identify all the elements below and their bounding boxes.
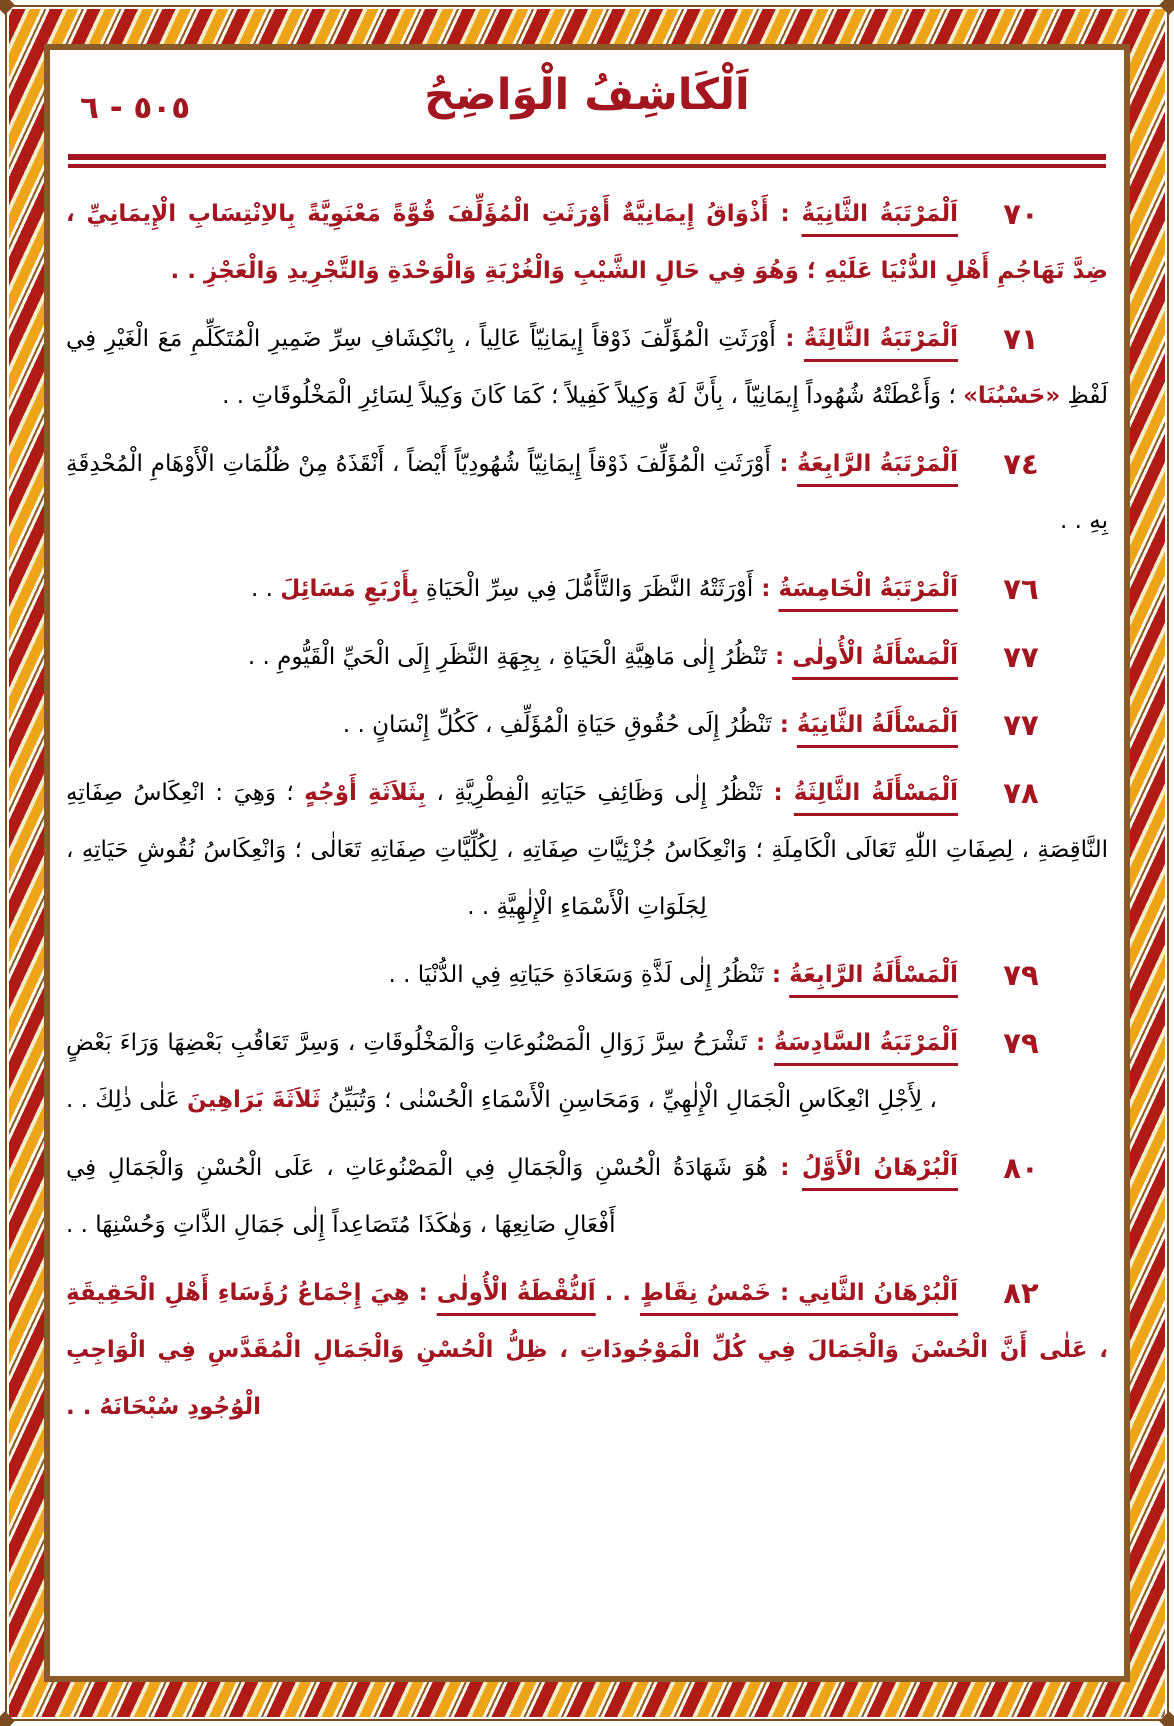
body-segment: أَوْرَثَتِ الْمُؤَلِّفَ ذَوْقاً إِيمَانِيّاً عَالِياً ، بِانْكِشَافِ سِرِّ ضَمِيرِ الْمُتَكَلِّمِ مَعَ الْغَيْرِ فِي لَفْظِ	[66, 326, 1108, 409]
body-segment: ؛ وَهِيَ : انْعِكَاسُ صِفَاتِهِ النَّاقِصَةِ ، لِصِفَاتِ اللّٰهِ تَعَالَى الْكَامِلَةِ ؛ وَانْعِكَاسُ جُزْئِيَّاتِ صِفَاتِهِ ، لِكُلِّيَّاتِ صِفَاتِهِ تَعَالٰى ؛ وَانْعِكَاسُ نُقُوشِ حَيَاتِهِ ، لِجَلَوَاتِ الْأَسْمَاءِ الْإِلٰهِيَّةِ . .	[66, 780, 1108, 920]
body-segment: عَلٰى ذٰلِكَ . .	[66, 1087, 188, 1113]
section-label: اَلْمَسْأَلَةُ الرَّابِعَةُ	[789, 962, 958, 988]
label-colon: :	[770, 451, 798, 477]
section-label: اَلْمَسْأَلَةُ الْأُولٰى	[792, 644, 958, 670]
page-number: ٥٠٥ - ٦	[80, 90, 191, 126]
item-number: ٧٧	[1003, 640, 1039, 674]
paragraph-79-first	[66, 947, 1108, 1004]
item-number: ٨٠	[1003, 1151, 1039, 1185]
page-content	[50, 50, 1124, 1676]
paragraph-text	[66, 765, 1108, 936]
item-number: ٧٩	[1003, 1026, 1039, 1060]
section-label: اَلْبُرْهَانُ الْأَوَّلُ	[801, 1155, 958, 1181]
item-number: ٨٢	[1003, 1276, 1039, 1310]
highlight-segment: «حَسْبُنَا»	[963, 383, 1061, 409]
item-number: ٧٦	[1003, 572, 1039, 606]
label-colon: :	[775, 326, 804, 352]
item-number: ٧٧	[1003, 708, 1039, 742]
body-segment: تَشْرَحُ سِرَّ زَوَالِ الْمَصْنُوعَاتِ وَالْمَخْلُوقَاتِ ، وَسِرَّ تَعَاقُبِ بَعْضِهَا وَرَاءَ بَعْضٍ ، لِأَجْلِ انْعِكَاسِ الْجَمَالِ الْإِلٰهِيِّ ، وَمَحَاسِنِ الْأَسْمَاءِ الْحُسْنٰى ؛ وَتُبَيِّنُ	[66, 1030, 937, 1113]
section-label: اَلْمَرْتَبَةُ السَّادِسَةُ	[774, 1030, 958, 1056]
body-segment: تَنْظُرُ إِلٰى وَظَائِفِ حَيَاتِهِ الْفِطْرِيَّةِ ،	[426, 780, 763, 806]
body-segment: ؛ وَأَعْطَتْهُ شُهُوداً إِيمَانِيّاً ، بِأَنَّ لَهُ وَكِيلاً كَفِيلاً ؛ كَمَا كَانَ وَكِيلاً لِسَائِرِ الْمَخْلُوقَاتِ . .	[222, 383, 964, 409]
sub-label: اَلنُّقْطَةُ الْأُولٰى	[436, 1280, 596, 1306]
body-segment: تَنْظُرُ إِلٰى مَاهِيَّةِ الْحَيَاةِ ، بِجِهَةِ النَّظَرِ إِلَى الْحَيِّ الْقَيُّومِ . .	[247, 644, 767, 670]
label-colon: :	[762, 780, 794, 806]
body-segment: . .	[251, 576, 281, 602]
label-colon: :	[763, 962, 790, 988]
paragraph-80	[66, 1140, 1108, 1254]
label-colon: :	[766, 644, 793, 670]
section-label: اَلْمَرْتَبَةُ الثَّالِثَةُ	[803, 326, 958, 352]
label-colon: :	[768, 201, 802, 227]
paragraph-text	[66, 947, 1108, 1004]
body-segment: تَنْظُرُ إِلٰى لَذَّةِ وَسَعَادَةِ حَيَاتِهِ فِي الدُّنْيَا . .	[388, 962, 764, 988]
label-colon: :	[747, 1030, 775, 1056]
paragraph-text	[66, 186, 1108, 300]
highlight-segment: ثَلاَثَةَ بَرَاهِينَ	[187, 1087, 321, 1113]
section-label: اَلْمَسْأَلَةُ الثَّانِيَةُ	[796, 712, 958, 738]
paragraph-text	[66, 1140, 1108, 1254]
paragraph-79-second	[66, 1015, 1108, 1129]
highlight-segment: بِثَلاَثَةِ أَوْجُهٍ	[304, 780, 427, 806]
body-segment: تَنْظُرُ إِلَى حُقُوقِ حَيَاةِ الْمُؤَلِّفِ ، كَكُلِّ إِنْسَانٍ . .	[342, 712, 772, 738]
paragraph-76	[66, 561, 1108, 618]
body-segment: . .	[595, 1280, 640, 1306]
item-number: ٧٤	[1003, 447, 1039, 481]
body-segment: أَوْرَثَتْهُ النَّظَرَ وَالتَّأَمُّلَ فِي سِرِّ الْحَيَاةِ	[418, 576, 754, 602]
page-title: اَلْكَاشِفُ الْوَاضِحُ	[424, 70, 750, 120]
section-label: اَلْمَرْتَبَةُ الثَّانِيَةُ	[801, 201, 958, 227]
paragraph-text	[66, 629, 1108, 686]
paragraph-74	[66, 436, 1108, 550]
paragraph-71	[66, 311, 1108, 425]
document-body	[66, 186, 1108, 1436]
body-segment: : هِيَ إِجْمَاعُ رُؤَسَاءِ أَهْلِ الْحَقِيقَةِ ، عَلٰى أَنَّ الْحُسْنَ وَالْجَمَالَ فِي كُلِّ الْمَوْجُودَاتِ ، ظِلُّ الْحُسْنِ وَالْجَمَالِ الْمُقَدَّسِ فِي الْوَاجِبِ الْوُجُودِ سُبْحَانَهُ . .	[66, 1280, 1108, 1420]
section-label: اَلْمَرْتَبَةُ الرَّابِعَةُ	[797, 451, 959, 477]
paragraph-text	[66, 1015, 1108, 1129]
label-colon: :	[771, 712, 797, 738]
item-number: ٧٩	[1003, 958, 1039, 992]
body-segment: أَوْرَثَتِ الْمُؤَلِّفَ ذَوْقاً إِيمَانِيّاً شُهُودِيّاً أَيْضاً ، أَنْقَذَهُ مِنْ ظُلُمَاتِ الْأَوْهَامِ الْمُحْدِقَةِ بِهِ . .	[66, 451, 1108, 534]
paragraph-text	[66, 436, 1108, 550]
paragraph-78	[66, 765, 1108, 936]
item-number: ٧٨	[1003, 776, 1039, 810]
page-header	[66, 64, 1108, 152]
paragraph-text	[66, 697, 1108, 754]
body-segment: هُوَ شَهَادَةُ الْحُسْنِ وَالْجَمَالِ فِي الْمَصْنُوعَاتِ ، عَلَى الْحُسْنِ وَالْجَمَالِ فِي أَفْعَالِ صَانِعِهَا ، وَهٰكَذَا مُتَصَاعِداً إِلٰى جَمَالِ الذَّاتِ وَحُسْنِهَا . .	[66, 1155, 768, 1238]
label-colon: :	[767, 1155, 802, 1181]
label-colon: :	[753, 576, 779, 602]
header-double-rule	[68, 154, 1106, 168]
paragraph-77-second	[66, 697, 1108, 754]
paragraph-77-first	[66, 629, 1108, 686]
body-segment: أَذْوَاقُ إِيمَانِيَّةٌ أَوْرَثَتِ الْمُؤَلِّفَ قُوَّةً مَعْنَوِيَّةً بِالاِنْتِسَابِ الْإِيمَانِيِّ ، ضِدَّ تَهَاجُمِ أَهْلِ الدُّنْيَا عَلَيْهِ ؛ وَهُوَ فِي حَالِ الشَّيْبِ وَالْغُرْبَةِ وَالْوَحْدَةِ وَالتَّجْرِيدِ وَالْعَجْزِ . .	[66, 201, 1108, 284]
paragraph-text	[66, 1265, 1108, 1436]
paragraph-text	[66, 561, 1108, 618]
section-label: اَلْبُرْهَانُ الثَّانِي : خَمْسُ نِقَاطٍ	[639, 1280, 958, 1306]
paragraph-text	[66, 311, 1108, 425]
section-label: اَلْمَسْأَلَةُ الثَّالِثَةُ	[793, 780, 958, 806]
item-number: ٧١	[1003, 322, 1039, 356]
section-label: اَلْمَرْتَبَةُ الْخَامِسَةُ	[778, 576, 958, 602]
paragraph-70	[66, 186, 1108, 300]
highlight-segment: بِأَرْبَعِ مَسَائِلَ	[280, 576, 419, 602]
paragraph-82	[66, 1265, 1108, 1436]
item-number: ٧٠	[1003, 197, 1039, 231]
